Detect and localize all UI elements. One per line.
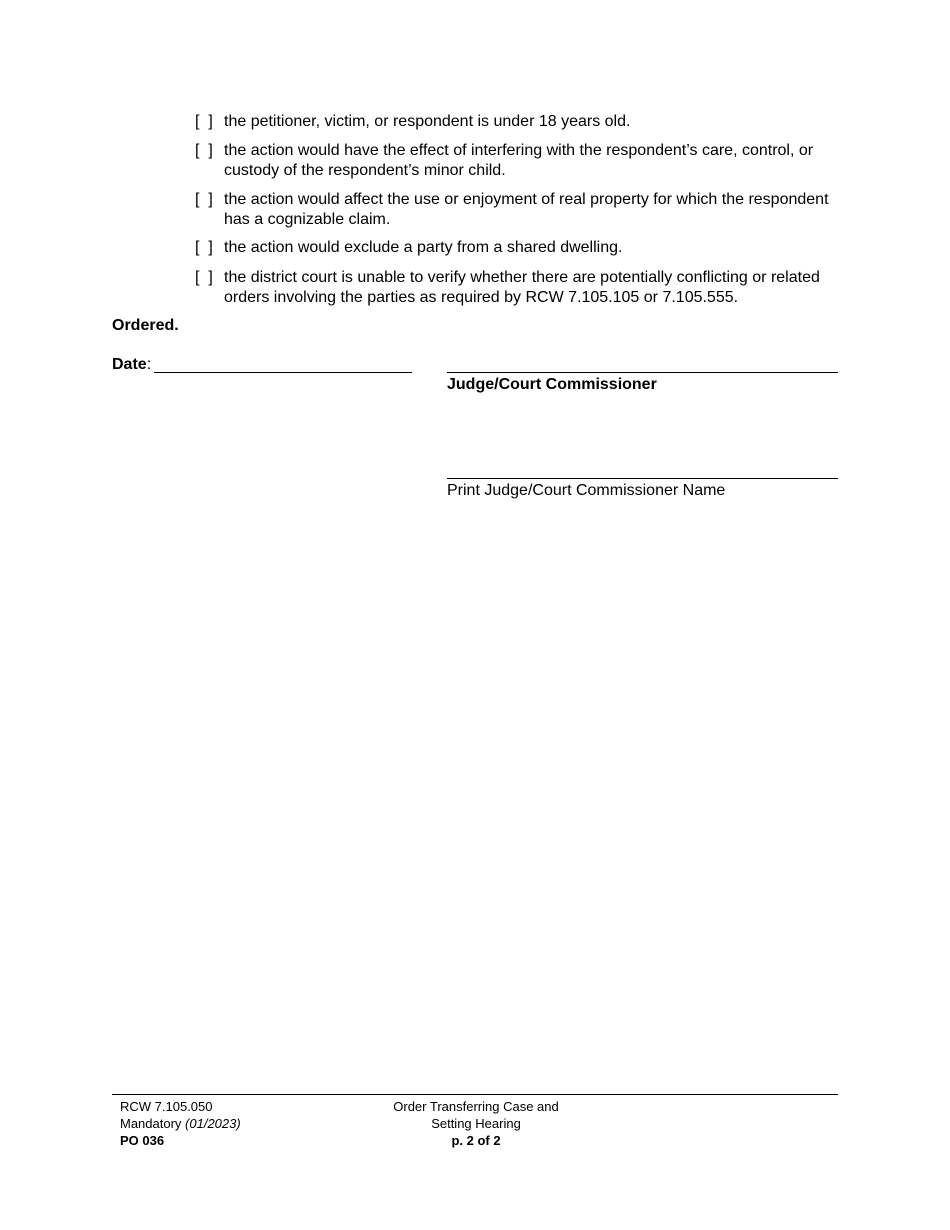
date-row [112,355,151,375]
checklist-item-minor-child [195,141,855,181]
judge-signature-line[interactable] [447,372,838,373]
footer-form-number: PO 036 [120,1133,165,1148]
footer-mandatory-line [120,1115,241,1132]
checklist-item-text: the district court is unable to verify whether there are potentially conflicting or related orders involving the parties as required by RCW 7.105.105 or 7.105.555. [224,269,820,306]
checkbox[interactable]: [ ] [195,113,213,130]
checklist-item-text: the action would exclude a party from a shared dwelling. [224,239,623,256]
judge-signature-label: Judge/Court Commissioner [447,376,657,393]
print-name-label: Print Judge/Court Commissioner Name [447,482,726,499]
checklist-item-text: the action would have the effect of interfering with the respondent’s care, control, or custody of the respondent’s minor child. [224,142,814,179]
checkbox[interactable]: [ ] [195,142,213,159]
footer-statute: RCW 7.105.050 [120,1099,213,1114]
print-name-line[interactable] [447,478,838,479]
date-label: Date [112,356,147,373]
footer-revision: (01/2023) [185,1116,241,1131]
date-colon: : [146,356,152,373]
checklist-item-conflicting-orders [195,268,855,308]
footer-title-block [351,1098,601,1149]
checklist-item-under-18 [195,112,855,132]
footer-page-number: p. 2 of 2 [451,1133,501,1148]
checkbox[interactable]: [ ] [195,239,213,256]
date-input-line[interactable] [154,372,412,373]
checklist-item-real-property [195,190,855,230]
footer-form-info [120,1098,241,1149]
footer-title-line1: Order Transferring Case and [393,1099,559,1114]
checkbox[interactable]: [ ] [195,269,213,286]
footer-mandatory: Mandatory [120,1116,182,1131]
checklist-item-shared-dwelling [195,238,855,258]
footer-title-line2: Setting Hearing [431,1116,521,1131]
checklist-item-text: the action would affect the use or enjoyment of real property for which the respondent has a cognizable claim. [224,191,829,228]
footer-divider [112,1094,838,1095]
checklist-item-text: the petitioner, victim, or respondent is under 18 years old. [224,113,631,130]
ordered-label: Ordered. [112,317,179,334]
checkbox[interactable]: [ ] [195,191,213,208]
